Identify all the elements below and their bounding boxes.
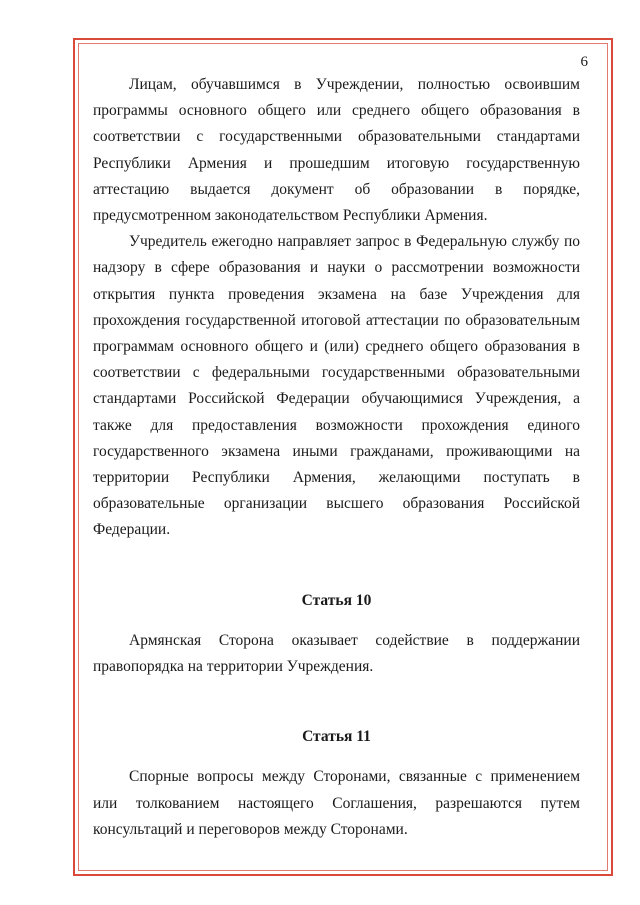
paragraph-graduation-document: Лицам, обучавшимся в Учреждении, полностью освоившим программы основного общего или среднего общего образования в соответствии с государственными образовательными стандартами Республики Армения и прошедшим итоговую государственную аттестацию выдается документ об образовании в порядке, предусмотренном законодательством Республики Армения. — [93, 76, 580, 225]
article-10-text: Армянская Сторона оказывает содействие в поддержании правопорядка на территории Учреждения. — [93, 631, 580, 676]
article-10-title: Статья 10 — [301, 591, 372, 609]
document-body — [93, 72, 580, 843]
article-11-title: Статья 11 — [302, 728, 371, 746]
article-11-text: Спорные вопросы между Сторонами, связанные с применением или толкованием настоящего Соглашения, разрешаются путем консультаций и переговоров между Сторонами. — [93, 768, 580, 838]
paragraph-exam-request: Учредитель ежегодно направляет запрос в Федеральную службу по надзору в сфере образования и науки о рассмотрении возможности открытия пункта проведения экзамена на базе Учреждения для прохождения государственной итоговой аттестации по образовательным программам основного общего и (или) среднего общего образования в соответствии с федеральными государственными образовательными стандартами Российской Федерации обучающимися Учреждения, а также для предоставления возможности прохождения единого государственного экзамена иными гражданами, проживающими на территории Республики Армения, желающими поступать в образовательные организации высшего образования Российской Федерации. — [93, 233, 580, 539]
page-number: 6 — [580, 54, 588, 70]
